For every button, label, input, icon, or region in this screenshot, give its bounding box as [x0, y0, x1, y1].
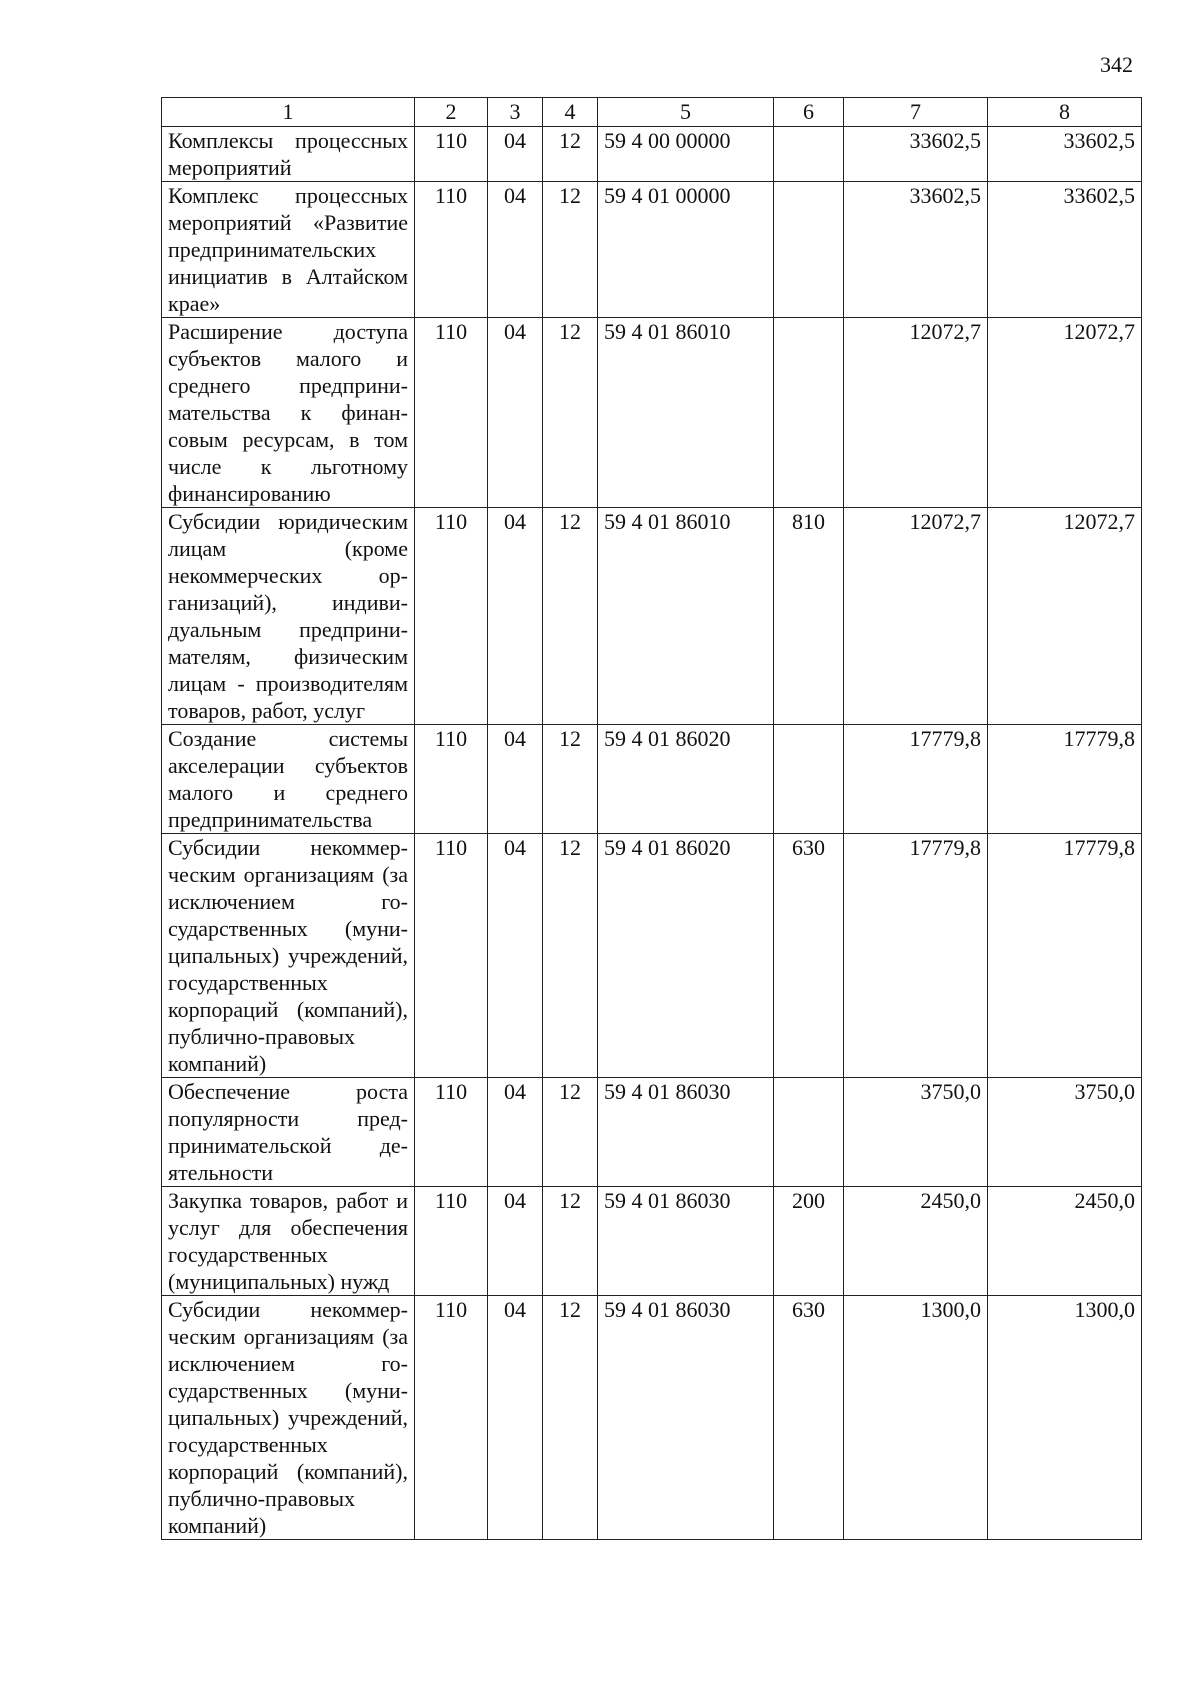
item-name-cell: Обеспечение роста популярности предпринимательской деятельности — [162, 1078, 415, 1187]
subsection-cell: 12 — [543, 127, 598, 182]
amount-cell: 17779,8 — [988, 725, 1142, 834]
target-article-cell: 59 4 01 86030 — [598, 1296, 774, 1540]
expense-type-cell — [774, 318, 844, 508]
subsection-cell: 12 — [543, 725, 598, 834]
amount-cell: 33602,5 — [844, 182, 988, 318]
amount-cell: 3750,0 — [988, 1078, 1142, 1187]
code-cell: 110 — [415, 1296, 488, 1540]
item-name-cell: Комплекс процессных мероприятий «Развитие предпринимательских инициатив в Алтайском крае» — [162, 182, 415, 318]
target-article-cell: 59 4 01 86030 — [598, 1187, 774, 1296]
expense-type-cell: 200 — [774, 1187, 844, 1296]
column-header: 5 — [598, 98, 774, 127]
section-cell: 04 — [488, 1187, 543, 1296]
code-cell: 110 — [415, 1187, 488, 1296]
code-cell: 110 — [415, 1078, 488, 1187]
target-article-cell: 59 4 01 86010 — [598, 318, 774, 508]
column-header: 8 — [988, 98, 1142, 127]
amount-cell: 12072,7 — [988, 508, 1142, 725]
amount-cell: 33602,5 — [988, 182, 1142, 318]
amount-cell: 12072,7 — [844, 318, 988, 508]
expense-type-cell — [774, 127, 844, 182]
section-cell: 04 — [488, 508, 543, 725]
item-name-cell: Субсидии некоммерческим организациям (за исключением государственных (муниципальных) учреждений, государственных корпораций (компаний), публично-правовых компаний) — [162, 834, 415, 1078]
section-cell: 04 — [488, 1296, 543, 1540]
target-article-cell: 59 4 01 86010 — [598, 508, 774, 725]
code-cell: 110 — [415, 508, 488, 725]
item-name-cell: Закупка товаров, работ и услуг для обеспечения государственных (муниципальных) нужд — [162, 1187, 415, 1296]
target-article-cell: 59 4 01 86020 — [598, 834, 774, 1078]
amount-cell: 2450,0 — [988, 1187, 1142, 1296]
section-cell: 04 — [488, 182, 543, 318]
expense-type-cell: 810 — [774, 508, 844, 725]
section-cell: 04 — [488, 318, 543, 508]
table-body — [162, 127, 1142, 1540]
page-number: 342 — [1100, 52, 1133, 77]
item-name-cell: Расширение доступа субъектов малого и среднего предпринимательства к финансовым ресурсам, в том числе к льготному финансированию — [162, 318, 415, 508]
code-cell: 110 — [415, 725, 488, 834]
subsection-cell: 12 — [543, 1078, 598, 1187]
amount-cell: 33602,5 — [988, 127, 1142, 182]
code-cell: 110 — [415, 318, 488, 508]
amount-cell: 3750,0 — [844, 1078, 988, 1187]
amount-cell: 2450,0 — [844, 1187, 988, 1296]
amount-cell: 1300,0 — [988, 1296, 1142, 1540]
column-header: 6 — [774, 98, 844, 127]
code-cell: 110 — [415, 127, 488, 182]
subsection-cell: 12 — [543, 834, 598, 1078]
table-row — [162, 1187, 1142, 1296]
target-article-cell: 59 4 00 00000 — [598, 127, 774, 182]
subsection-cell: 12 — [543, 318, 598, 508]
subsection-cell: 12 — [543, 1296, 598, 1540]
expense-type-cell: 630 — [774, 834, 844, 1078]
column-header: 1 — [162, 98, 415, 127]
amount-cell: 12072,7 — [844, 508, 988, 725]
section-cell: 04 — [488, 1078, 543, 1187]
subsection-cell: 12 — [543, 182, 598, 318]
table-row — [162, 1296, 1142, 1540]
item-name-cell: Создание системы акселерации субъектов малого и среднего предпринимательства — [162, 725, 415, 834]
item-name-cell: Субсидии некоммерческим организациям (за исключением государственных (муниципальных) учреждений, государственных корпораций (компаний), публично-правовых компаний) — [162, 1296, 415, 1540]
amount-cell: 17779,8 — [844, 834, 988, 1078]
section-cell: 04 — [488, 834, 543, 1078]
table-row — [162, 725, 1142, 834]
section-cell: 04 — [488, 127, 543, 182]
header-row — [162, 98, 1142, 127]
amount-cell: 33602,5 — [844, 127, 988, 182]
expense-type-cell — [774, 725, 844, 834]
column-header: 2 — [415, 98, 488, 127]
amount-cell: 12072,7 — [988, 318, 1142, 508]
budget-table — [161, 97, 1142, 1540]
table-row — [162, 1078, 1142, 1187]
target-article-cell: 59 4 01 00000 — [598, 182, 774, 318]
column-header: 7 — [844, 98, 988, 127]
table-row — [162, 182, 1142, 318]
amount-cell: 1300,0 — [844, 1296, 988, 1540]
amount-cell: 17779,8 — [844, 725, 988, 834]
table-row — [162, 834, 1142, 1078]
item-name-cell: Комплексы процессных мероприятий — [162, 127, 415, 182]
table-row — [162, 508, 1142, 725]
item-name-cell: Субсидии юридическим лицам (кроме некоммерческих организаций), индивидуальным предпринимателям, физическим лицам - производителям товаров, работ, услуг — [162, 508, 415, 725]
subsection-cell: 12 — [543, 508, 598, 725]
table-row — [162, 318, 1142, 508]
expense-type-cell — [774, 1078, 844, 1187]
code-cell: 110 — [415, 182, 488, 318]
table-row — [162, 127, 1142, 182]
code-cell: 110 — [415, 834, 488, 1078]
target-article-cell: 59 4 01 86030 — [598, 1078, 774, 1187]
section-cell: 04 — [488, 725, 543, 834]
column-header: 4 — [543, 98, 598, 127]
amount-cell: 17779,8 — [988, 834, 1142, 1078]
subsection-cell: 12 — [543, 1187, 598, 1296]
column-header: 3 — [488, 98, 543, 127]
expense-type-cell: 630 — [774, 1296, 844, 1540]
expense-type-cell — [774, 182, 844, 318]
target-article-cell: 59 4 01 86020 — [598, 725, 774, 834]
